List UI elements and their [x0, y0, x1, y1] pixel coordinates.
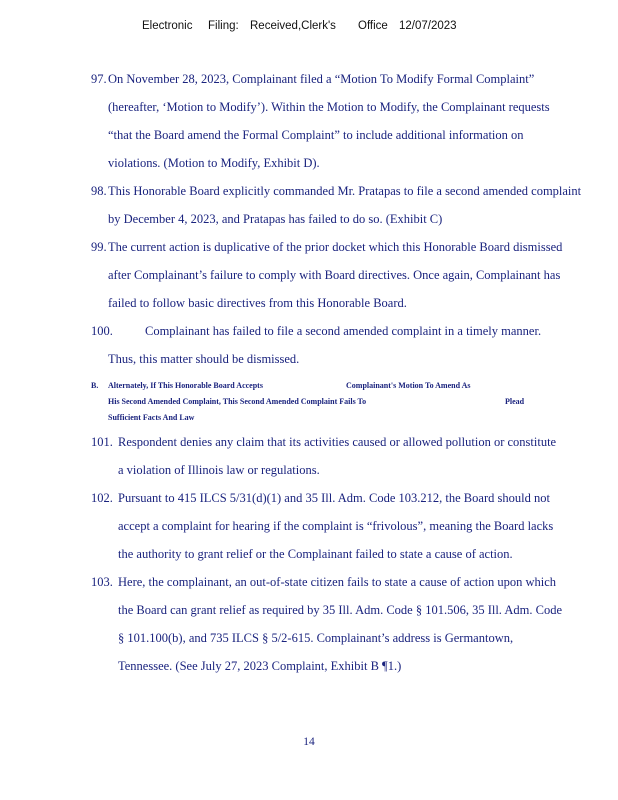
paragraph-line: “that the Board amend the Formal Complaint” to include additional information on	[108, 128, 524, 142]
paragraph-line: § 101.100(b), and 735 ILCS § 5/2-615. Complainant’s address is Germantown,	[118, 631, 514, 645]
paragraph-number: 103.	[91, 575, 113, 589]
header-filing: Filing:	[208, 20, 239, 32]
paragraph-number: 101.	[91, 435, 113, 449]
paragraph-line: Complainant has failed to file a second amended complaint in a timely manner.	[145, 324, 542, 338]
section-heading-line: His Second Amended Complaint, This Second Amended Complaint Fails To	[108, 397, 367, 406]
section-letter: B.	[91, 381, 99, 390]
header-electronic: Electronic	[142, 20, 193, 32]
paragraph-line: This Honorable Board explicitly commanded Mr. Pratapas to file a second amended complaint	[108, 184, 582, 198]
paragraph-number: 97.	[91, 72, 107, 86]
section-heading-line: Sufficient Facts And Law	[108, 413, 195, 422]
paragraph-line: violations. (Motion to Modify, Exhibit D).	[108, 156, 320, 170]
paragraph-line: after Complainant’s failure to comply with Board directives. Once again, Complainant has	[108, 268, 561, 282]
paragraph-number: 99.	[91, 240, 107, 254]
paragraph-number: 98.	[91, 184, 107, 198]
page-number: 14	[303, 736, 315, 748]
paragraph-number: 100.	[91, 324, 113, 338]
paragraph-line: (hereafter, ‘Motion to Modify’). Within the Motion to Modify, the Complainant requests	[108, 100, 550, 114]
paragraph-line: Here, the complainant, an out-of-state citizen fails to state a cause of action upon which	[118, 575, 557, 589]
paragraph-line: failed to follow basic directives from this Honorable Board.	[108, 296, 407, 310]
paragraph-line: Pursuant to 415 ILCS 5/31(d)(1) and 35 Ill. Adm. Code 103.212, the Board should not	[118, 491, 550, 505]
section-heading-line: Alternately, If This Honorable Board Accepts	[108, 381, 263, 390]
header-office: Office	[358, 20, 388, 32]
paragraph-line: On November 28, 2023, Complainant filed a “Motion To Modify Formal Complaint”	[108, 72, 535, 86]
paragraph-line: a violation of Illinois law or regulations.	[118, 463, 320, 477]
paragraph-line: Respondent denies any claim that its activities caused or allowed pollution or constitute	[118, 435, 557, 449]
paragraph-line: by December 4, 2023, and Pratapas has failed to do so. (Exhibit C)	[108, 212, 443, 226]
section-heading-line: Complainant's Motion To Amend As	[346, 381, 471, 390]
paragraph-line: Tennessee. (See July 27, 2023 Complaint, Exhibit B ¶1.)	[118, 659, 402, 673]
paragraph-line: the Board can grant relief as required by 35 Ill. Adm. Code § 101.506, 35 Ill. Adm. Code	[118, 603, 563, 617]
paragraph-number: 102.	[91, 491, 113, 505]
paragraph-line: accept a complaint for hearing if the complaint is “frivolous”, meaning the Board lacks	[118, 519, 554, 533]
paragraph-line: The current action is duplicative of the prior docket which this Honorable Board dismissed	[108, 240, 563, 254]
paragraph-line: the authority to grant relief or the Complainant failed to state a cause of action.	[118, 547, 513, 561]
header-date: 12/07/2023	[399, 20, 457, 32]
section-heading-line: Plead	[505, 397, 525, 406]
header-received: Received,Clerk's	[250, 20, 336, 32]
paragraph-line: Thus, this matter should be dismissed.	[108, 352, 300, 366]
